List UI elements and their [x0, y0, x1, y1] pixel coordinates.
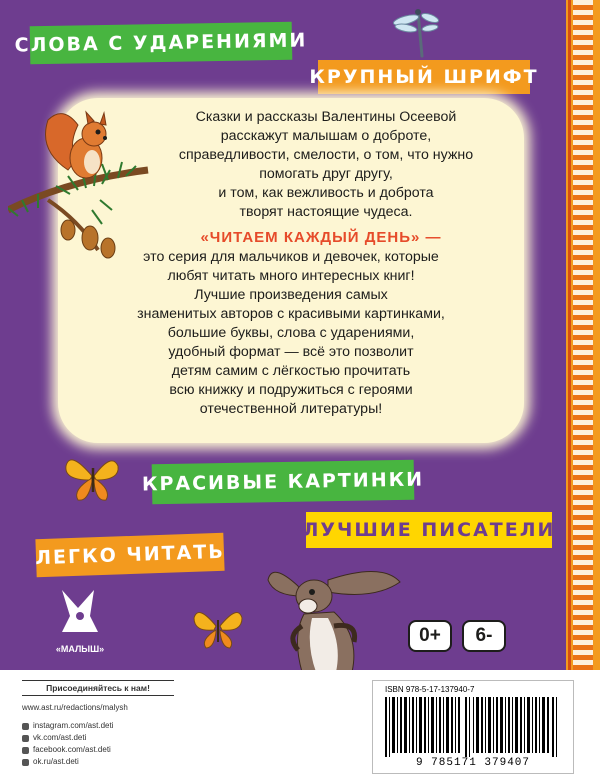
info-footer	[0, 670, 600, 778]
barcode	[385, 697, 561, 757]
publisher-logo-text: «МАЛЫШ»	[55, 644, 105, 654]
vk-icon	[22, 735, 29, 742]
decorative-strip	[566, 0, 600, 778]
banner-easy-reading: ЛЕГКО ЧИТАТЬ	[35, 533, 224, 578]
dragonfly-icon	[392, 6, 440, 62]
facebook-link[interactable]: facebook.com/ast.deti	[22, 744, 174, 756]
butterfly-icon	[62, 448, 122, 504]
facebook-icon	[22, 747, 29, 754]
age-rating-badge: 0+	[408, 620, 452, 652]
recommended-age-badge: 6-	[462, 620, 506, 652]
description-text	[58, 108, 524, 419]
isbn-barcode-box	[372, 680, 574, 774]
ok-link[interactable]: ok.ru/ast.deti	[22, 756, 174, 768]
ok-icon	[22, 759, 29, 766]
butterfly-icon	[190, 604, 246, 652]
publisher-logo-mark	[52, 586, 108, 640]
banner-large-font: КРУПНЫЙ ШРИФТ	[318, 60, 530, 94]
banner-beautiful-pictures: КРАСИВЫЕ КАРТИНКИ	[152, 460, 415, 505]
series-paragraph: это серия для мальчиков и девочек, которые любят читать много интересных книг! Лучшие произведения самых знаменитых авторов с красивыми картинками, большие буквы, слова с ударениями, удобный формат — всё это позволит детям самим с лёгкостью прочитать всю книжку и подружиться с героями отечественной литературы!	[137, 249, 445, 417]
join-us-label: Присоединяйтесь к нам!	[22, 680, 174, 696]
intro-paragraph: Сказки и рассказы Валентины Осеевой расскажут малышам о доброте, справедливости, смелости, о том, что нужно помогать друг другу, и том, как вежливость и доброта творят настоящие чудеса.	[178, 109, 474, 220]
social-links	[22, 680, 174, 768]
series-title: «ЧИТАЕМ КАЖДЫЙ ДЕНЬ» —	[200, 229, 442, 247]
banner-best-writers: ЛУЧШИЕ ПИСАТЕЛИ	[306, 512, 552, 548]
instagram-link[interactable]: instagram.com/ast.deti	[22, 720, 174, 732]
instagram-icon	[22, 723, 29, 730]
barcode-number: 9 785171 379407	[415, 757, 531, 769]
vk-link[interactable]: vk.com/ast.deti	[22, 732, 174, 744]
isbn-label: ISBN 978-5-17-137940-7	[385, 685, 475, 694]
hare-illustration	[262, 556, 412, 672]
banner-stress-marks: СЛОВА С УДАРЕНИЯМИ	[30, 22, 293, 65]
publisher-logo	[52, 586, 108, 656]
website-link[interactable]: www.ast.ru/redactions/malysh	[22, 703, 128, 712]
